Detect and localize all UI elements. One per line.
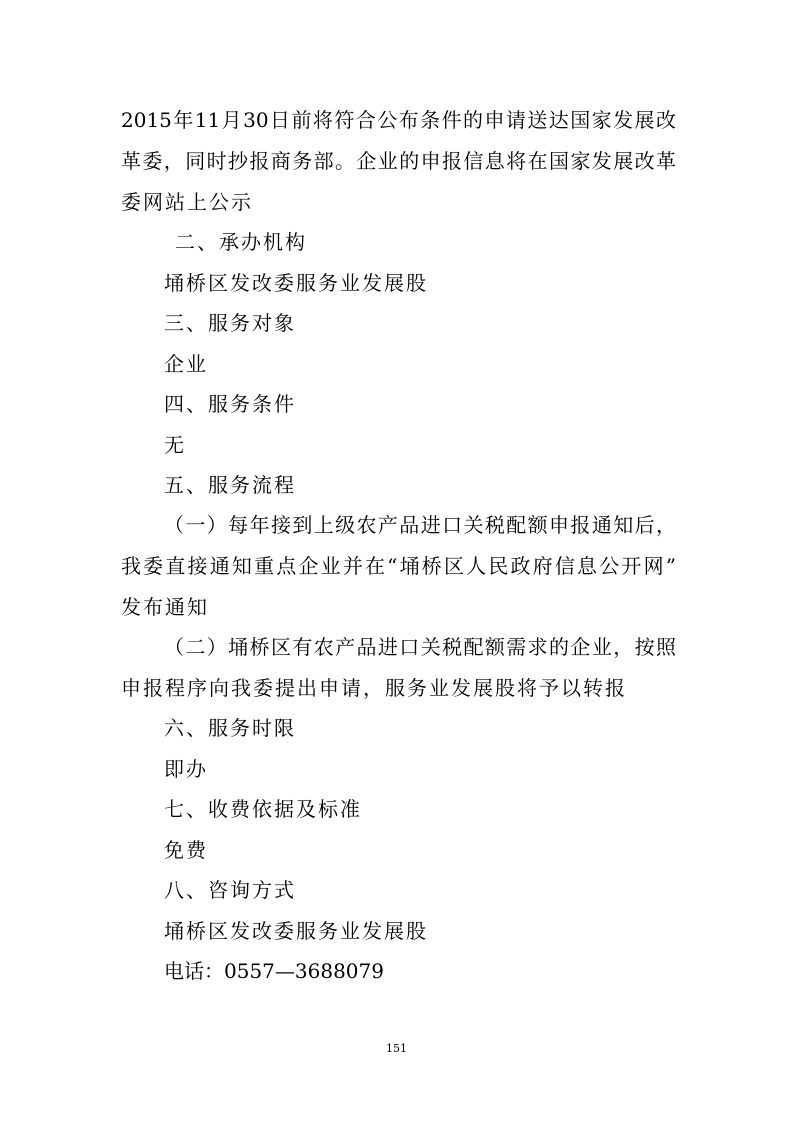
process-item-line: 申报程序向我委提出申请，服务业发展股将予以转报: [121, 676, 627, 700]
paragraph-line: 2015年11月30日前将符合公布条件的申请送达国家发展改: [121, 108, 676, 132]
section-content: 无: [164, 433, 186, 457]
section-content: 免费: [164, 838, 208, 862]
paragraph-line: 委网站上公示: [121, 190, 253, 214]
paragraph-line: 革委，同时抄报商务部。企业的申报信息将在国家发展改革: [121, 149, 676, 173]
section-heading: 六、服务时限: [164, 716, 296, 740]
section-heading: 三、服务对象: [164, 311, 296, 335]
process-item-line: （二）埇桥区有农产品进口关税配额需求的企业，按照: [164, 635, 676, 659]
process-item-line: 我委直接通知重点企业并在“埇桥区人民政府信息公开网”: [121, 554, 676, 578]
page-number: 151: [386, 1042, 407, 1055]
section-content: 埇桥区发改委服务业发展股: [164, 919, 428, 943]
section-content: 企业: [164, 352, 208, 376]
section-content: 即办: [164, 757, 208, 781]
section-content: 埇桥区发改委服务业发展股: [164, 271, 428, 295]
section-heading: 二、承办机构: [175, 230, 307, 254]
contact-phone: 电话：0557—3688079: [164, 959, 384, 983]
process-item-line: （一）每年接到上级农产品进口关税配额申报通知后，: [164, 513, 676, 537]
section-heading: 五、服务流程: [164, 473, 296, 497]
section-heading: 八、咨询方式: [164, 878, 296, 902]
section-heading: 七、收费依据及标准: [164, 797, 362, 821]
process-item-line: 发布通知: [121, 595, 209, 619]
section-heading: 四、服务条件: [164, 392, 296, 416]
